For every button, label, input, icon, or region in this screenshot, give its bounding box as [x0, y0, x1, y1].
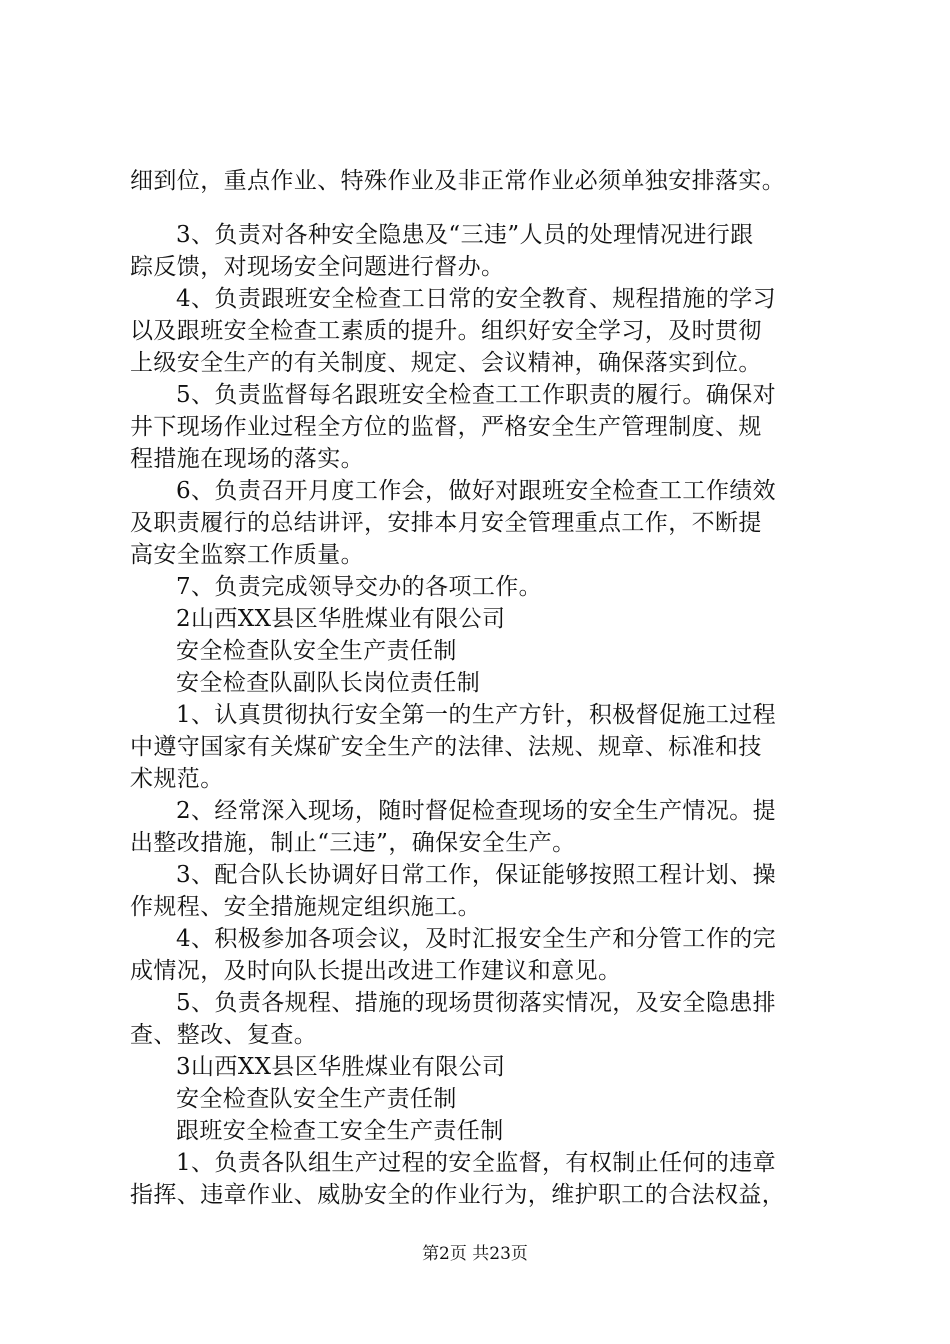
- text-line: 作规程、安全措施规定组织施工。: [130, 894, 481, 920]
- text-line: 细到位，重点作业、特殊作业及非正常作业必须单独安排落实。: [130, 168, 786, 194]
- text-line: 3、配合队长协调好日常工作，保证能够按照工程计划、操: [176, 862, 777, 888]
- text-line: 安全检查队安全生产责任制: [176, 1086, 457, 1112]
- text-line: 成情况，及时向队长提出改进工作建议和意见。: [130, 958, 622, 984]
- text-line: 术规范。: [130, 766, 224, 792]
- text-line: 5、负责监督每名跟班安全检查工工作职责的履行。确保对: [176, 382, 777, 408]
- document-body: [130, 165, 840, 1211]
- text-line: 6、负责召开月度工作会，做好对跟班安全检查工工作绩效: [176, 478, 777, 504]
- text-line: 7、负责完成领导交办的各项工作。: [176, 574, 543, 600]
- text-line: 3、负责对各种安全隐患及“三违”人员的处理情况进行跟: [176, 222, 754, 248]
- text-line: 出整改措施，制止“三违”，确保安全生产。: [130, 830, 576, 856]
- paragraph-gap: [130, 197, 840, 219]
- text-line: 以及跟班安全检查工素质的提升。组织好安全学习，及时贯彻: [130, 318, 762, 344]
- text-line: 查、整改、复查。: [130, 1022, 318, 1048]
- text-line: 跟班安全检查工安全生产责任制: [176, 1118, 504, 1144]
- text-line: 高安全监察工作质量。: [130, 542, 364, 568]
- text-line: 2山西XX县区华胜煤业有限公司: [176, 606, 506, 632]
- text-line: 5、负责各规程、措施的现场贯彻落实情况，及安全隐患排: [176, 990, 777, 1016]
- text-line: 上级安全生产的有关制度、规定、会议精神，确保落实到位。: [130, 350, 762, 376]
- text-line: 踪反馈，对现场安全问题进行督办。: [130, 254, 505, 280]
- text-line: 4、积极参加各项会议，及时汇报安全生产和分管工作的完: [176, 926, 777, 952]
- text-line: 1、认真贯彻执行安全第一的生产方针，积极督促施工过程: [176, 702, 777, 728]
- text-line: 4、负责跟班安全检查工日常的安全教育、规程措施的学习: [176, 286, 777, 312]
- text-line: 井下现场作业过程全方位的监督，严格安全生产管理制度、规: [130, 414, 762, 440]
- text-line: 及职责履行的总结讲评，安排本月安全管理重点工作，不断提: [130, 510, 762, 536]
- text-line: 安全检查队安全生产责任制: [176, 638, 457, 664]
- text-line: 3山西XX县区华胜煤业有限公司: [176, 1054, 506, 1080]
- text-line: 中遵守国家有关煤矿安全生产的法律、法规、规章、标准和技: [130, 734, 762, 760]
- text-line: 程措施在现场的落实。: [130, 446, 364, 472]
- text-line: 2、经常深入现场，随时督促检查现场的安全生产情况。提: [176, 798, 777, 824]
- page-footer: 第2页 共23页: [422, 1244, 528, 1264]
- text-line: 1、负责各队组生产过程的安全监督，有权制止任何的违章: [176, 1150, 777, 1176]
- text-line: 指挥、违章作业、威胁安全的作业行为，维护职工的合法权益，: [130, 1182, 786, 1208]
- text-line: 安全检查队副队长岗位责任制: [176, 670, 481, 696]
